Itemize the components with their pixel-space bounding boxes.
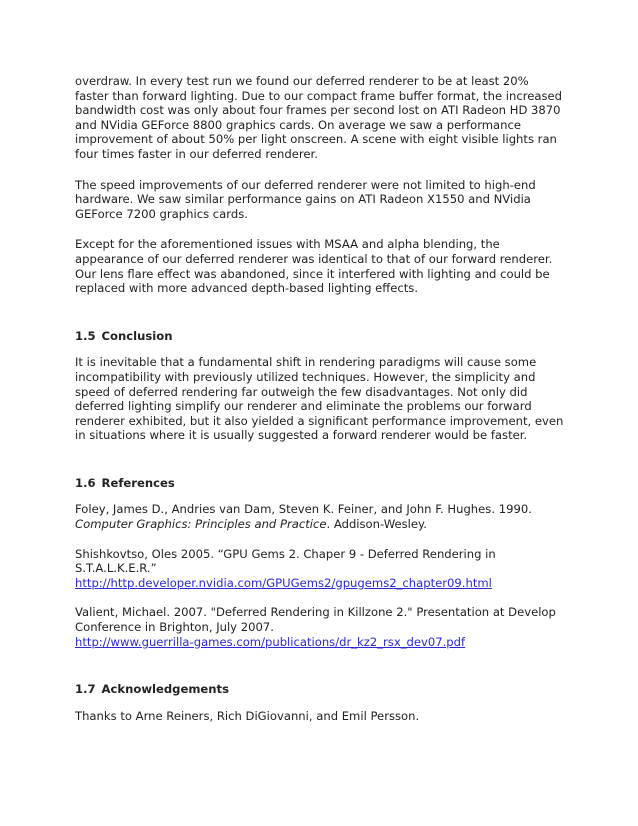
reference-link[interactable]: http://www.guerrilla-games.com/publications/dr_kz2_rsx_dev07.pdf (75, 634, 466, 649)
reference-item-foley (75, 502, 565, 531)
body-paragraph-speed: The speed improvements of our deferred renderer were not limited to high-end hardware. We saw similar performance gains on ATI Radeon X1550 and NVidia GEForce 7200 graphics cards. (75, 177, 536, 221)
section-heading-references (75, 476, 565, 491)
section-number: 1.6 (75, 475, 96, 490)
section-number: 1.5 (75, 328, 96, 343)
body-paragraph-msaa: Except for the aforementioned issues with MSAA and alpha blending, the appearance of our deferred renderer was identical to that of our forward renderer. Our lens flare effect was abandoned, since it interfered with lighting and could be replaced with more advanced depth-based lighting effects. (75, 237, 553, 296)
section-number: 1.7 (75, 682, 96, 697)
reference-text: Foley, James D., Andries van Dam, Steven K. Feiner, and John F. Hughes. 1990. (75, 502, 532, 517)
section-heading-acknowledgements (75, 682, 565, 697)
reference-item-valient (75, 605, 565, 649)
section-title: Acknowledgements (101, 682, 229, 697)
acknowledgements-paragraph: Thanks to Arne Reiners, Rich DiGiovanni, and Emil Persson. (75, 708, 420, 723)
reference-publisher: . Addison-Wesley. (326, 517, 427, 532)
section-title: Conclusion (101, 328, 173, 343)
reference-link[interactable]: http://http.developer.nvidia.com/GPUGems2/gpugems2_chapter09.html (75, 575, 492, 590)
conclusion-paragraph: It is inevitable that a fundamental shift in rendering paradigms will cause some incompatibility with previously utilized techniques. However, the simplicity and speed of deferred rendering far outweigh the few disadvantages. Not only did deferred lighting simplify our renderer and eliminate the problems our forward renderer exhibited, but it also yielded a significant performance improvement, even in situations where it is usually suggested a forward renderer would be faster. (75, 355, 564, 443)
document-page (75, 74, 565, 723)
reference-item-shishkovtso (75, 547, 565, 591)
reference-text: Valient, Michael. 2007. "Deferred Rendering in Killzone 2." Presentation at Develop Conference in Brighton, July 2007. (75, 605, 556, 635)
section-title: References (101, 475, 175, 490)
section-heading-conclusion (75, 329, 565, 344)
body-paragraph-overdraw: overdraw. In every test run we found our deferred renderer to be at least 20% faster than forward lighting. Due to our compact frame buffer format, the increased bandwidth cost was only about four frames per second lost on ATI Radeon HD 3870 and NVidia GEForce 8800 graphics cards. On average we saw a performance improvement of about 50% per light onscreen. A scene with eight visible lights ran four times faster in our deferred renderer. (75, 74, 562, 161)
reference-book-title: Computer Graphics: Principles and Practice (75, 517, 327, 532)
reference-text: Shishkovtso, Oles 2005. “GPU Gems 2. Chaper 9 - Deferred Rendering in S.T.A.L.K.E.R.” (75, 546, 496, 576)
